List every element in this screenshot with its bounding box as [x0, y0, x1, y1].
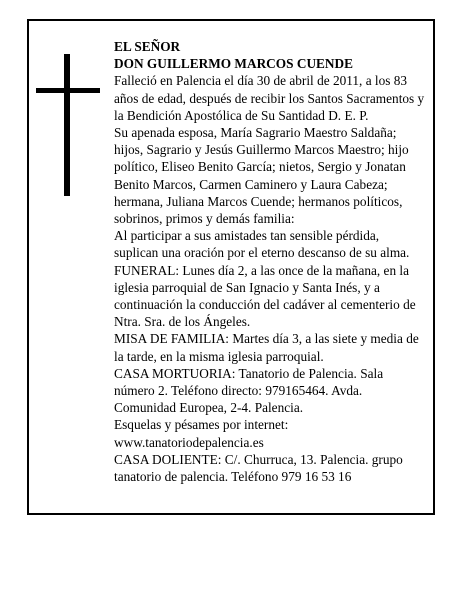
deceased-title: EL SEÑOR	[114, 39, 181, 54]
funeral-home-info: CASA MORTUORIA: Tanatorio de Palencia. Sala número 2. Teléfono directo: 979165464. Avda. Comunidad Europea, 2-4. Palencia.	[114, 365, 384, 416]
cross-icon	[36, 54, 100, 196]
mourning-house-info: CASA DOLIENTE: C/. Churruca, 13. Palencia. grupo tanatorio de palencia. Teléfono 979 16 53 16	[114, 451, 403, 485]
prayer-request: Al participar a sus amistades tan sensible pérdida, suplican una oración por el eterno descanso de su alma.	[114, 228, 410, 261]
family-list: Su apenada esposa, María Sagrario Maestro Saldaña; hijos, Sagrario y Jesús Guillermo Marcos Maestro; hijo político, Eliseo Benito García; nietos, Sergio y Jonatan Benito Marcos, Carmen Caminero y Laura Cabeza; hermana, Juliana Marcos Cuende; hermanos políticos, sobrinos, primos y demás familia:	[114, 125, 409, 227]
online-condolences: Esquelas y pésames por internet: www.tanatoriodepalencia.es	[114, 417, 289, 450]
deceased-name: DON GUILLERMO MARCOS CUENDE	[114, 56, 353, 72]
death-announcement: Falleció en Palencia el día 30 de abril de 2011, a los 83 años de edad, después de recibir los Santos Sacramentos y la Bendición Apostólica de Su Santidad D. E. P.	[114, 73, 425, 123]
funeral-info: FUNERAL: Lunes día 2, a las once de la mañana, en la iglesia parroquial de San Ignacio y Santa Inés, y a continuación la conducción del cadáver al cementerio de Ntra. Sra. de los Ángeles.	[114, 262, 416, 330]
notice-text	[114, 38, 426, 485]
family-mass-info: MISA DE FAMILIA: Martes día 3, a las siete y media de la tarde, en la misma iglesia parroquial.	[114, 331, 419, 364]
